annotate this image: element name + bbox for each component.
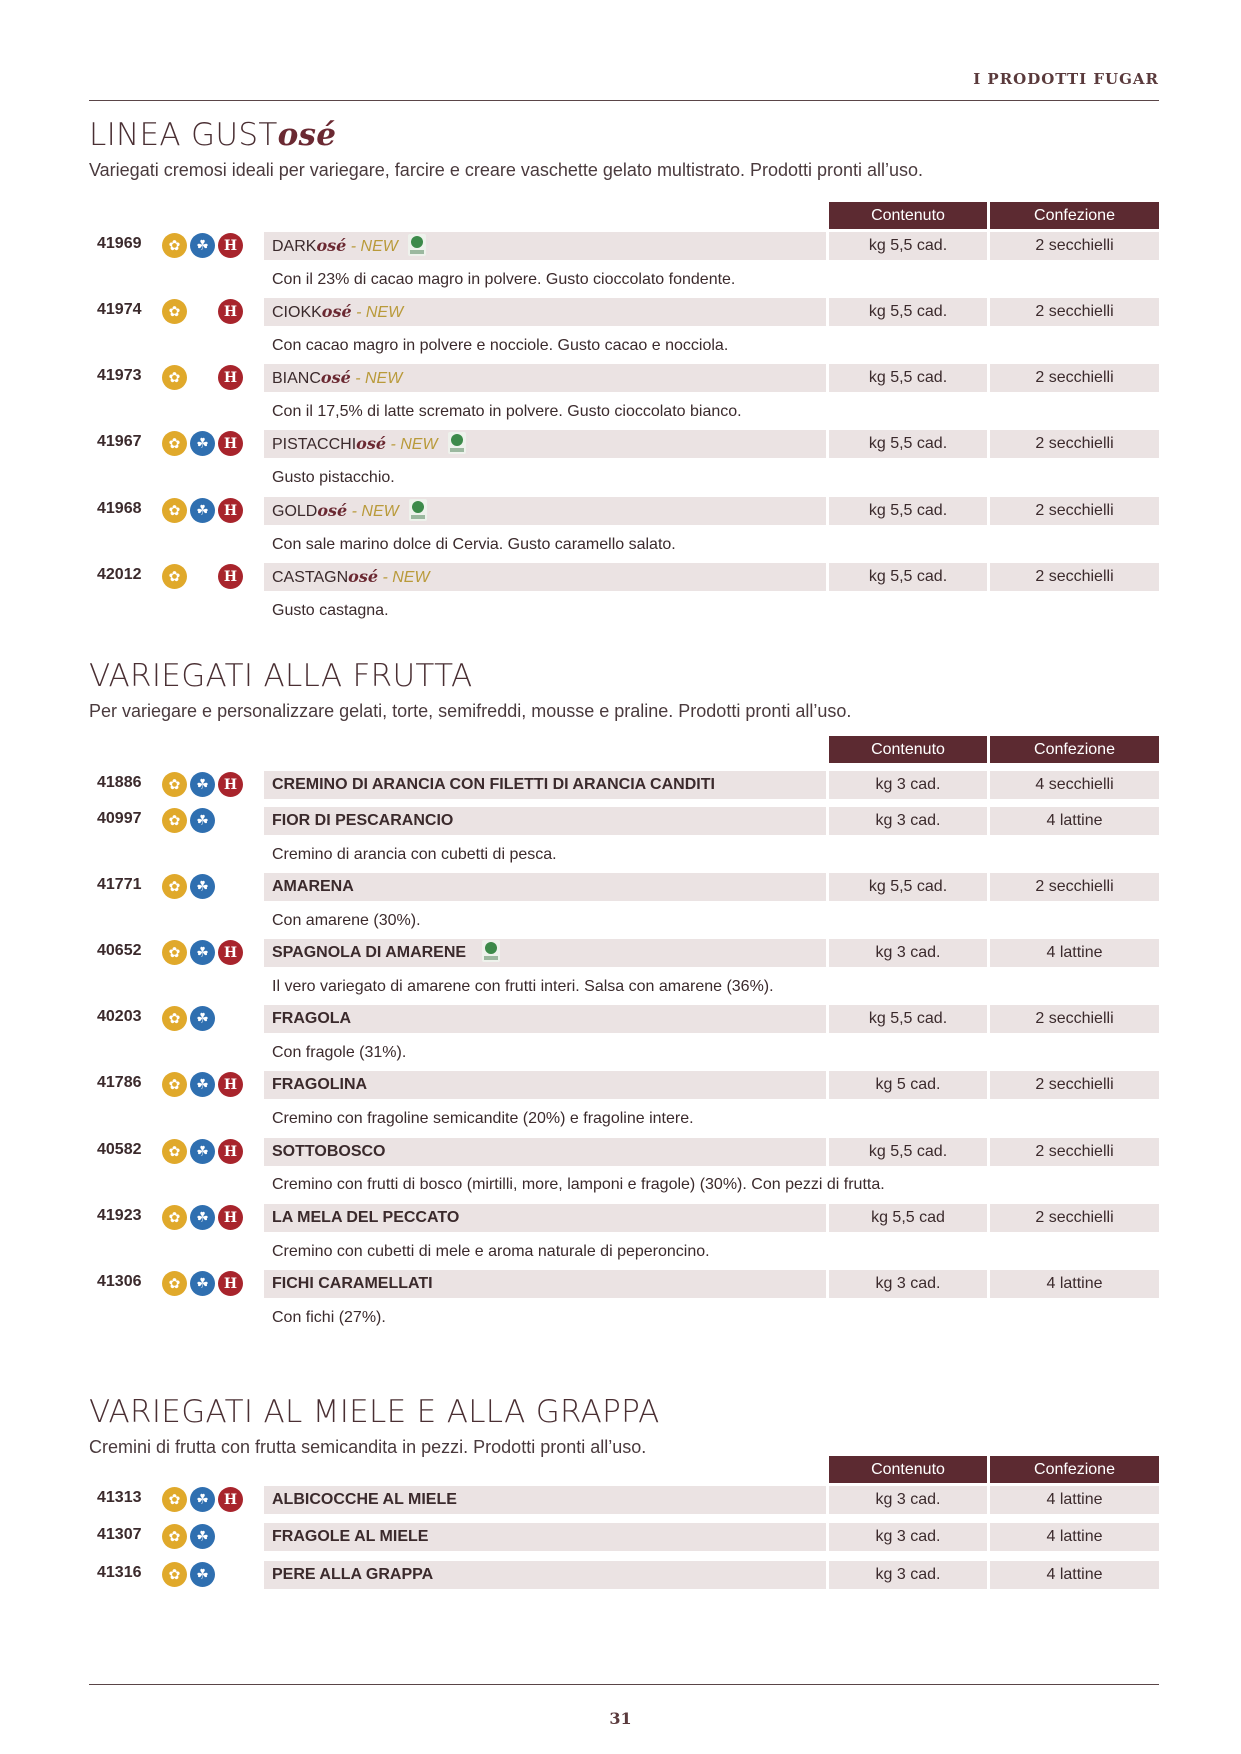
section-description: Cremini di frutta con frutta semicandita in pezzi. Prodotti pronti all’uso. [89, 1437, 647, 1457]
lactose-free-icon: ☘ [190, 1524, 215, 1549]
product-contenuto: kg 5,5 cad. [829, 298, 987, 326]
product-name: BIANCosé - NEW [264, 364, 826, 392]
halal-icon: H [218, 772, 243, 797]
product-code: 41923 [97, 1207, 142, 1224]
product-code: 40582 [97, 1141, 142, 1158]
product-contenuto: kg 5,5 cad. [829, 1138, 987, 1166]
lactose-free-icon: ☘ [190, 772, 215, 797]
table-row [89, 807, 1159, 835]
table-row [89, 563, 1159, 591]
gluten-free-icon: ✿ [162, 1487, 187, 1512]
seal-icon [448, 432, 466, 454]
gluten-free-icon: ✿ [162, 1205, 187, 1230]
lactose-free-icon: ☘ [190, 808, 215, 833]
lactose-free-icon: ☘ [190, 431, 215, 456]
product-confezione: 2 secchielli [990, 497, 1159, 525]
product-contenuto: kg 5,5 cad. [829, 364, 987, 392]
product-name: FIOR DI PESCARANCIO [264, 807, 826, 835]
product-description: Con amarene (30%). [272, 912, 421, 929]
product-description: Gusto castagna. [272, 602, 389, 619]
halal-icon: H [218, 564, 243, 589]
product-description: Con il 17,5% di latte scremato in polvere. Gusto cioccolato bianco. [272, 403, 742, 420]
product-contenuto: kg 5,5 cad. [829, 563, 987, 591]
product-icons [162, 299, 262, 325]
halal-icon: H [218, 431, 243, 456]
table-row [89, 430, 1159, 458]
product-confezione: 2 secchielli [990, 1005, 1159, 1033]
product-confezione: 2 secchielli [990, 232, 1159, 260]
product-code: 41771 [97, 876, 142, 893]
product-name: CIOKKosé - NEW [264, 298, 826, 326]
product-code: 41886 [97, 774, 142, 791]
product-icons [162, 1487, 262, 1513]
product-confezione: 2 secchielli [990, 563, 1159, 591]
gluten-free-icon: ✿ [162, 299, 187, 324]
product-icons [162, 1524, 262, 1550]
gluten-free-icon: ✿ [162, 874, 187, 899]
product-name: LA MELA DEL PECCATO [264, 1204, 826, 1232]
product-confezione: 4 lattine [990, 1523, 1159, 1551]
table-row [89, 939, 1159, 967]
halal-icon: H [218, 1271, 243, 1296]
product-name: SPAGNOLA DI AMARENE [264, 939, 826, 967]
lactose-free-icon: ☘ [190, 1271, 215, 1296]
gluten-free-icon: ✿ [162, 1139, 187, 1164]
halal-icon: H [218, 498, 243, 523]
product-name: PISTACCHIosé - NEW [264, 430, 826, 458]
gluten-free-icon: ✿ [162, 772, 187, 797]
product-code: 41786 [97, 1074, 142, 1091]
product-name: ALBICOCCHE AL MIELE [264, 1486, 826, 1514]
section-variegati-miele-grappa [89, 1394, 1159, 1614]
product-icons [162, 1072, 262, 1098]
table-row [89, 1523, 1159, 1551]
product-contenuto: kg 5,5 cad. [829, 430, 987, 458]
product-confezione: 4 lattine [990, 1270, 1159, 1298]
section-variegati-frutta [89, 658, 1159, 1348]
gluten-free-icon: ✿ [162, 1524, 187, 1549]
table-row [89, 497, 1159, 525]
section-description: Variegati cremosi ideali per variegare, farcire e creare vaschette gelato multistrato. Prodotti pronti all’uso. [89, 160, 924, 180]
halal-icon: H [218, 365, 243, 390]
table-row [89, 1138, 1159, 1166]
table-row [89, 1561, 1159, 1589]
column-header-contenuto: Contenuto [829, 1456, 987, 1483]
product-name: SOTTOBOSCO [264, 1138, 826, 1166]
section-linea-gustose [89, 117, 1159, 627]
product-icons [162, 1205, 262, 1231]
product-name: GOLDosé - NEW [264, 497, 826, 525]
product-confezione: 4 lattine [990, 1561, 1159, 1589]
table-row [89, 1486, 1159, 1514]
product-contenuto: kg 5 cad. [829, 1071, 987, 1099]
halal-icon: H [218, 233, 243, 258]
product-name: CASTAGNosé - NEW [264, 563, 826, 591]
product-contenuto: kg 3 cad. [829, 1523, 987, 1551]
product-confezione: 2 secchielli [990, 298, 1159, 326]
product-code: 41307 [97, 1526, 142, 1543]
halal-icon: H [218, 940, 243, 965]
lactose-free-icon: ☘ [190, 940, 215, 965]
product-contenuto: kg 5,5 cad. [829, 873, 987, 901]
halal-icon: H [218, 1139, 243, 1164]
gluten-free-icon: ✿ [162, 498, 187, 523]
gluten-free-icon: ✿ [162, 233, 187, 258]
product-code: 41306 [97, 1273, 142, 1290]
product-confezione: 2 secchielli [990, 364, 1159, 392]
product-code: 41967 [97, 433, 142, 450]
product-description: Cremino con frutti di bosco (mirtilli, more, lamponi e fragole) (30%). Con pezzi di frutta. [272, 1176, 885, 1193]
product-icons [162, 940, 262, 966]
table-row [89, 1204, 1159, 1232]
product-contenuto: kg 5,5 cad. [829, 1005, 987, 1033]
product-confezione: 2 secchielli [990, 1138, 1159, 1166]
product-confezione: 4 secchielli [990, 771, 1159, 799]
section-title: VARIEGATI AL MIELE E ALLA GRAPPA [89, 1394, 660, 1430]
product-contenuto: kg 3 cad. [829, 1486, 987, 1514]
seal-icon [409, 499, 427, 521]
product-icons [162, 772, 262, 798]
lactose-free-icon: ☘ [190, 1205, 215, 1230]
lactose-free-icon: ☘ [190, 1072, 215, 1097]
gluten-free-icon: ✿ [162, 1072, 187, 1097]
product-confezione: 2 secchielli [990, 873, 1159, 901]
column-header-contenuto: Contenuto [829, 736, 987, 763]
product-name: FRAGOLE AL MIELE [264, 1523, 826, 1551]
page-number: 31 [609, 1709, 632, 1728]
product-contenuto: kg 5,5 cad [829, 1204, 987, 1232]
lactose-free-icon: ☘ [190, 1562, 215, 1587]
section-description: Per variegare e personalizzare gelati, torte, semifreddi, mousse e praline. Prodotti pronti all’uso. [89, 701, 852, 721]
product-contenuto: kg 3 cad. [829, 1270, 987, 1298]
gluten-free-icon: ✿ [162, 1562, 187, 1587]
product-code: 41974 [97, 301, 142, 318]
halal-icon: H [218, 1487, 243, 1512]
table-row [89, 873, 1159, 901]
product-contenuto: kg 3 cad. [829, 939, 987, 967]
product-name: PERE ALLA GRAPPA [264, 1561, 826, 1589]
product-code: 41316 [97, 1564, 142, 1581]
product-icons [162, 1139, 262, 1165]
product-icons [162, 874, 262, 900]
product-name: DARKosé - NEW [264, 232, 826, 260]
product-confezione: 2 secchielli [990, 1204, 1159, 1232]
product-confezione: 2 secchielli [990, 1071, 1159, 1099]
column-header-contenuto: Contenuto [829, 202, 987, 229]
lactose-free-icon: ☘ [190, 498, 215, 523]
lactose-free-icon: ☘ [190, 233, 215, 258]
table-row [89, 232, 1159, 260]
header-label: I PRODOTTI FUGAR [973, 70, 1159, 88]
table-row [89, 298, 1159, 326]
product-code: 40652 [97, 942, 142, 959]
lactose-free-icon: ☘ [190, 874, 215, 899]
halal-icon: H [218, 1072, 243, 1097]
product-icons [162, 564, 262, 590]
product-description: Con il 23% di cacao magro in polvere. Gusto cioccolato fondente. [272, 271, 736, 288]
product-description: Con fichi (27%). [272, 1309, 386, 1326]
product-icons [162, 498, 262, 524]
product-confezione: 2 secchielli [990, 430, 1159, 458]
gluten-free-icon: ✿ [162, 808, 187, 833]
table-row [89, 771, 1159, 799]
product-code: 40203 [97, 1008, 142, 1025]
product-name: AMARENA [264, 873, 826, 901]
product-name: FICHI CARAMELLATI [264, 1270, 826, 1298]
product-confezione: 4 lattine [990, 807, 1159, 835]
header-divider [89, 100, 1159, 101]
product-icons [162, 431, 262, 457]
section-title: LINEA GUSTosé [89, 117, 337, 153]
column-header-confezione: Confezione [990, 202, 1159, 229]
table-row [89, 1005, 1159, 1033]
product-code: 41969 [97, 235, 142, 252]
column-header-confezione: Confezione [990, 1456, 1159, 1483]
table-row [89, 1071, 1159, 1099]
footer-divider [89, 1684, 1159, 1685]
product-contenuto: kg 5,5 cad. [829, 497, 987, 525]
product-description: Cremino con cubetti di mele e aroma naturale di peperoncino. [272, 1243, 710, 1260]
product-description: Con cacao magro in polvere e nocciole. Gusto cacao e nocciola. [272, 337, 729, 354]
seal-icon [482, 940, 500, 962]
lactose-free-icon: ☘ [190, 1006, 215, 1031]
product-code: 41313 [97, 1489, 142, 1506]
product-description: Con sale marino dolce di Cervia. Gusto caramello salato. [272, 536, 676, 553]
product-description: Gusto pistacchio. [272, 469, 395, 486]
gluten-free-icon: ✿ [162, 1006, 187, 1031]
product-contenuto: kg 3 cad. [829, 807, 987, 835]
product-icons [162, 1562, 262, 1588]
product-name: FRAGOLINA [264, 1071, 826, 1099]
gluten-free-icon: ✿ [162, 940, 187, 965]
product-contenuto: kg 3 cad. [829, 771, 987, 799]
product-description: Il vero variegato di amarene con frutti interi. Salsa con amarene (36%). [272, 978, 774, 995]
gluten-free-icon: ✿ [162, 1271, 187, 1296]
product-icons [162, 808, 262, 834]
product-code: 41973 [97, 367, 142, 384]
gluten-free-icon: ✿ [162, 431, 187, 456]
product-contenuto: kg 3 cad. [829, 1561, 987, 1589]
gluten-free-icon: ✿ [162, 564, 187, 589]
product-icons [162, 1271, 262, 1297]
product-description: Con fragole (31%). [272, 1044, 407, 1061]
product-confezione: 4 lattine [990, 1486, 1159, 1514]
product-icons [162, 233, 262, 259]
product-code: 40997 [97, 810, 142, 827]
product-code: 42012 [97, 566, 142, 583]
product-code: 41968 [97, 500, 142, 517]
product-name: CREMINO DI ARANCIA CON FILETTI DI ARANCIA CANDITI [264, 771, 826, 799]
product-confezione: 4 lattine [990, 939, 1159, 967]
lactose-free-icon: ☘ [190, 1139, 215, 1164]
seal-icon [408, 234, 426, 256]
halal-icon: H [218, 1205, 243, 1230]
section-title: VARIEGATI ALLA FRUTTA [89, 658, 473, 694]
table-row [89, 1270, 1159, 1298]
product-icons [162, 365, 262, 391]
product-description: Cremino con fragoline semicandite (20%) e fragoline intere. [272, 1110, 694, 1127]
product-name: FRAGOLA [264, 1005, 826, 1033]
product-contenuto: kg 5,5 cad. [829, 232, 987, 260]
product-description: Cremino di arancia con cubetti di pesca. [272, 846, 557, 863]
table-row [89, 364, 1159, 392]
product-icons [162, 1006, 262, 1032]
column-header-confezione: Confezione [990, 736, 1159, 763]
gluten-free-icon: ✿ [162, 365, 187, 390]
halal-icon: H [218, 299, 243, 324]
lactose-free-icon: ☘ [190, 1487, 215, 1512]
